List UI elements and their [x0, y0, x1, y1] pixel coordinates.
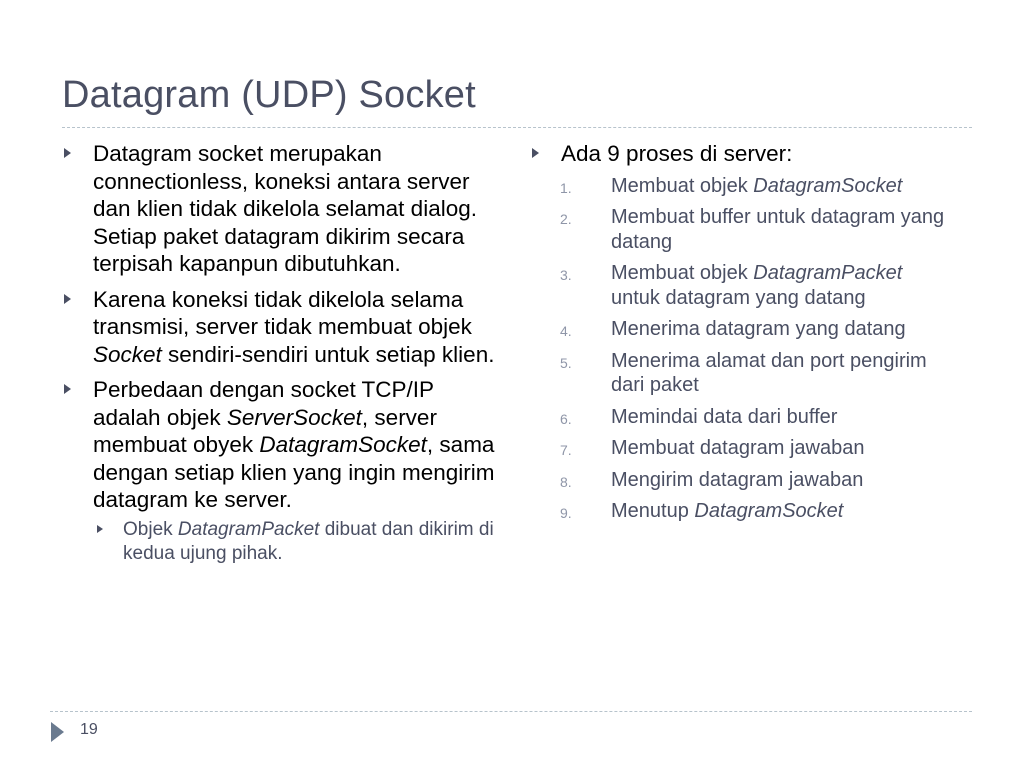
- list-item: [530, 317, 950, 342]
- step-text: Membuat buffer untuk datagram yang datang: [611, 206, 945, 253]
- footer-divider: [50, 711, 972, 712]
- step-number: 8.: [560, 473, 572, 490]
- list-item: [530, 349, 950, 398]
- bullet-item: [62, 286, 502, 369]
- list-item: [530, 261, 950, 310]
- left-column: [62, 140, 502, 566]
- step-text: Mengirim datagram jawaban: [611, 468, 864, 491]
- list-item: [530, 205, 950, 254]
- triangle-bullet-icon: [64, 294, 71, 304]
- sub-bullet-item: [62, 518, 502, 566]
- right-column: [530, 140, 950, 531]
- step-number: 1.: [560, 179, 572, 196]
- bullet-text: sendiri-sendiri untuk setiap klien.: [161, 341, 495, 367]
- step-italic: DatagramSocket: [753, 174, 903, 197]
- step-number: 5.: [560, 354, 572, 371]
- page-number: 19: [80, 721, 98, 738]
- bullet-item: [62, 376, 502, 514]
- step-text: Menutup: [611, 500, 695, 522]
- bullet-text: , sama dengan setiap klien yang ingin mengirim datagram ke server.: [93, 432, 495, 512]
- step-text: untuk datagram yang datang: [611, 286, 866, 309]
- list-item: [530, 436, 950, 461]
- step-number: 6.: [560, 410, 572, 427]
- slide-title: Datagram (UDP) Socket: [62, 74, 476, 116]
- triangle-bullet-icon: [64, 148, 71, 158]
- step-italic: DatagramSocket: [694, 500, 844, 522]
- sub-bullet-italic: DatagramPacket: [177, 518, 320, 540]
- bullet-italic: ServerSocket: [226, 404, 362, 430]
- list-item: [530, 405, 950, 430]
- list-item: [530, 499, 950, 524]
- bullet-text: Datagram socket merupakan connectionless, koneksi antara server dan klien tidak dikelola selamat dialog. Setiap paket datagram dikirim secara terpisah kapanpun dibutuhkan.: [93, 141, 477, 276]
- process-steps-list: [530, 174, 950, 524]
- step-number: 7.: [560, 442, 572, 458]
- bullet-item: [530, 140, 950, 168]
- step-number: 3.: [560, 267, 572, 283]
- sub-bullet-text: dibuat dan dikirim di kedua ujung pihak.: [123, 518, 494, 564]
- step-number: 2.: [560, 211, 572, 227]
- step-text: Membuat datagram jawaban: [611, 437, 865, 459]
- title-divider: [62, 127, 972, 128]
- step-number: 9.: [560, 505, 572, 521]
- step-number: 4.: [560, 323, 572, 339]
- bullet-italic: DatagramSocket: [259, 432, 427, 457]
- sub-bullet-text: Objek: [123, 518, 178, 540]
- footer-triangle-icon: [51, 722, 64, 742]
- step-text: Memindai data dari buffer: [611, 405, 838, 428]
- bullet-text: Ada 9 proses di server:: [561, 141, 793, 166]
- list-item: [530, 174, 950, 199]
- triangle-bullet-icon: [532, 148, 539, 158]
- list-item: [530, 468, 950, 493]
- step-text: Membuat objek: [611, 262, 754, 284]
- triangle-bullet-icon: [97, 525, 103, 533]
- bullet-text: , server membuat obyek: [93, 404, 437, 457]
- bullet-item: [62, 140, 502, 278]
- bullet-text: Perbedaan dengan socket TCP/IP adalah objek: [93, 377, 434, 430]
- step-text: Menerima alamat dan port pengirim dari paket: [611, 349, 927, 396]
- triangle-bullet-icon: [64, 384, 71, 394]
- step-text: Menerima datagram yang datang: [611, 318, 906, 340]
- step-italic: DatagramPacket: [753, 262, 903, 284]
- bullet-italic: Socket: [93, 341, 162, 367]
- bullet-text: Karena koneksi tidak dikelola selama transmisi, server tidak membuat objek: [93, 286, 472, 339]
- step-text: Membuat objek: [611, 174, 754, 197]
